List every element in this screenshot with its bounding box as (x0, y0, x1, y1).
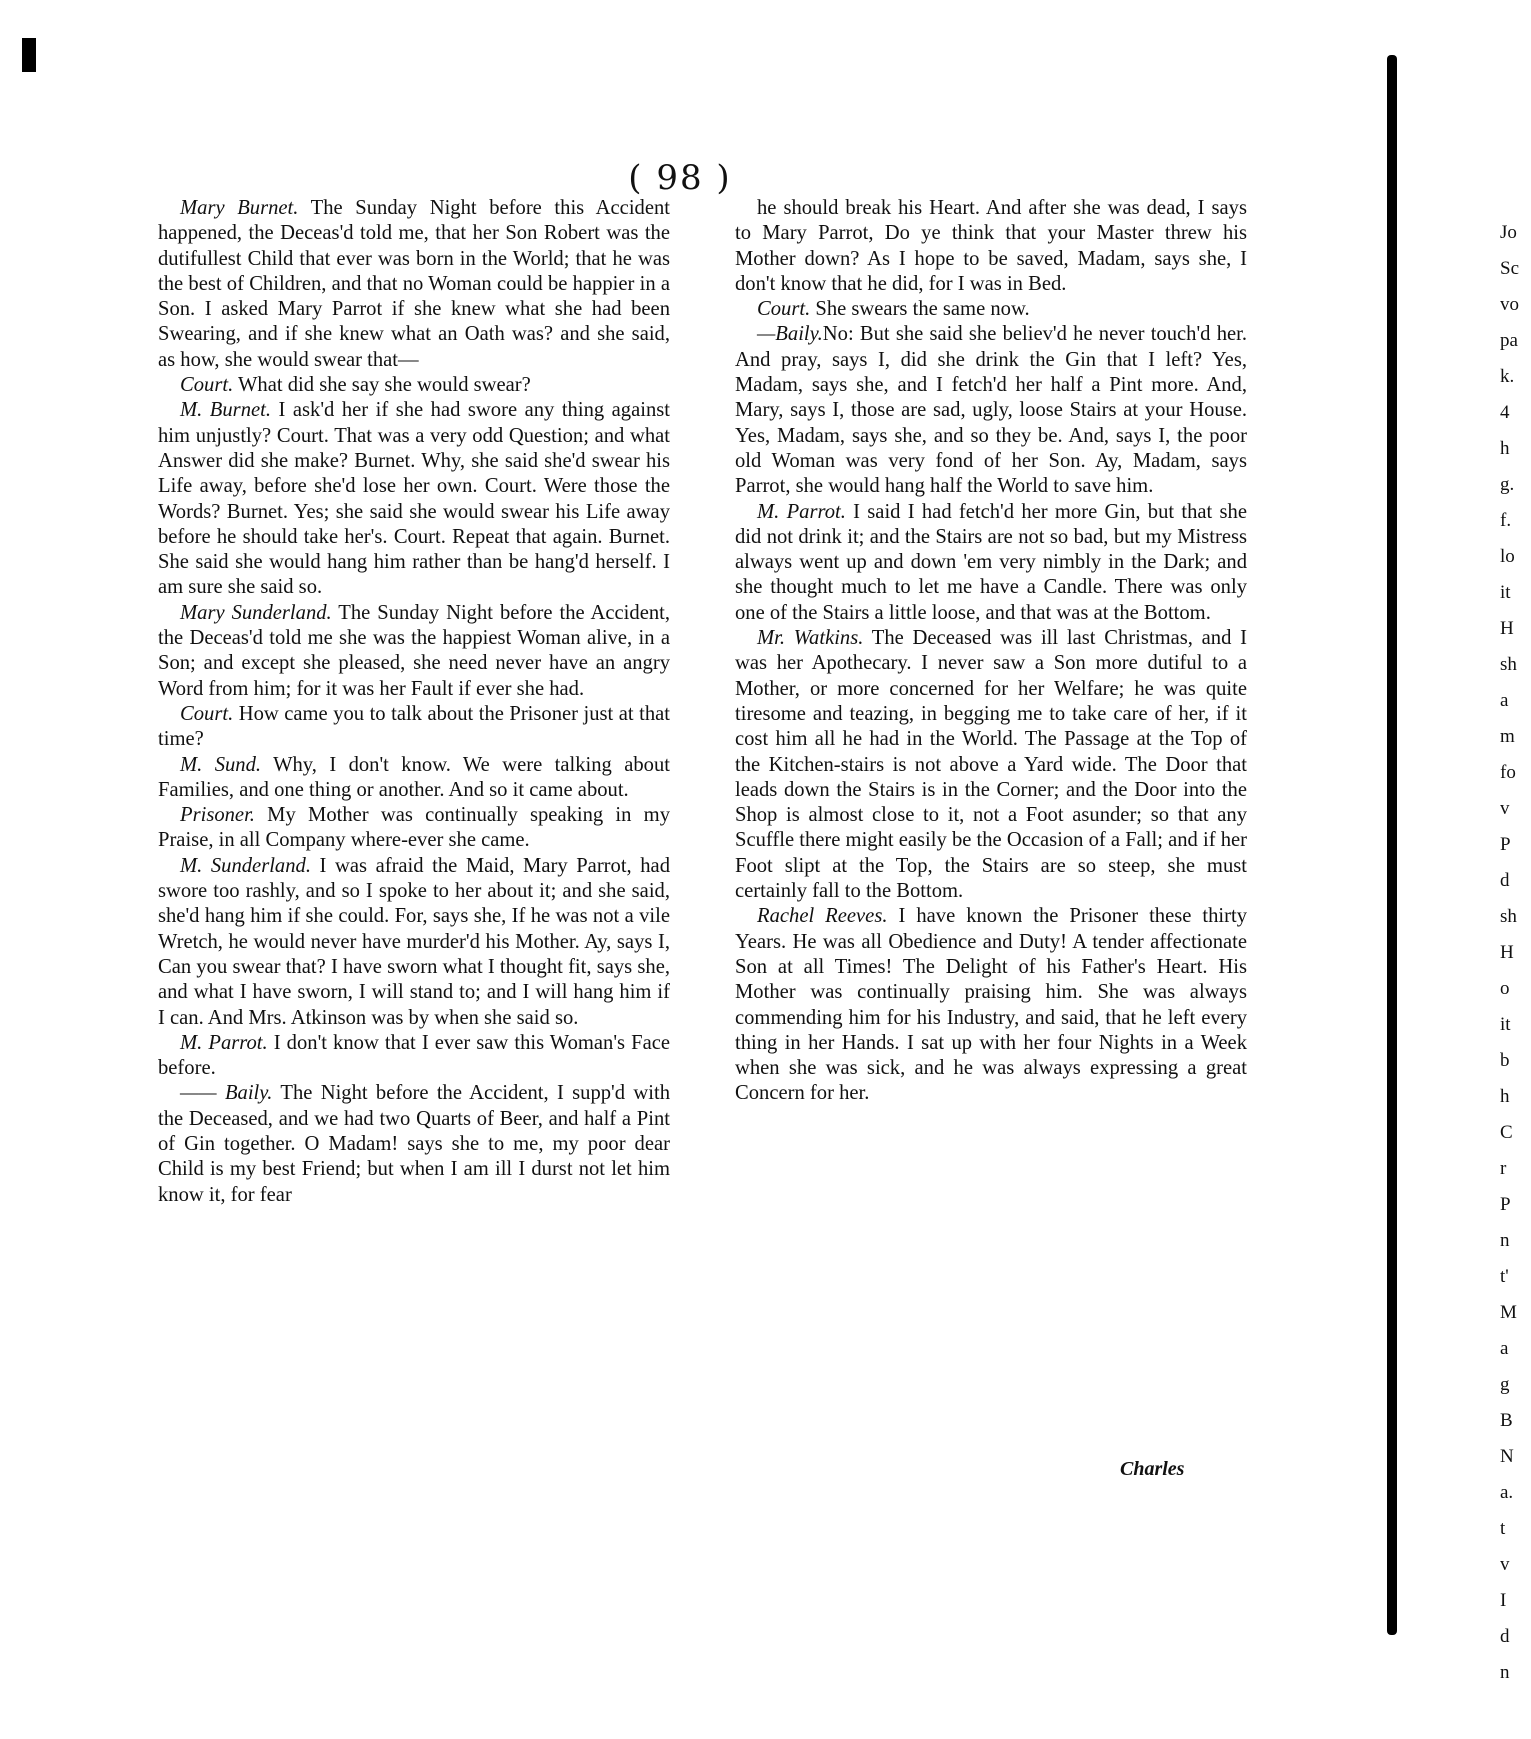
edge-fragment: it (1500, 582, 1511, 603)
edge-fragment: P (1500, 1194, 1511, 1215)
edge-fragment: d (1500, 1626, 1510, 1647)
edge-fragment: fo (1500, 762, 1516, 783)
paragraph (158, 196, 670, 373)
edge-fragment: a. (1500, 1482, 1514, 1503)
edge-fragment: d (1500, 870, 1510, 891)
edge-fragment: 4 (1500, 402, 1510, 423)
paragraph (735, 322, 1247, 499)
edge-fragment: a (1500, 690, 1509, 711)
speaker-name: M. Parrot. (757, 500, 846, 523)
edge-fragment: g. (1500, 474, 1515, 495)
paragraph (158, 753, 670, 804)
gutter-shadow (1387, 55, 1397, 1635)
speaker-name: Mary Sunderland. (180, 601, 332, 624)
testimony-text: The Night before the Accident, I supp'd with the Deceased, and we had two Quarts of Beer, and half a Pint of Gin together. O Madam! says she to me, my poor dear Child is my best Friend; but when I am ill I durst not let him know it, for fear (158, 1082, 670, 1206)
edge-fragment: pa (1500, 330, 1518, 351)
paragraph (158, 854, 670, 1031)
testimony-text: he should break his Heart. And after she was dead, I says to Mary Parrot, Do ye think that your Master threw his Mother down? As I hope to be saved, Madam, says she, I don't know that he did, for I was in Bed. (735, 197, 1247, 295)
paragraph (158, 1081, 670, 1207)
edge-fragment: B (1500, 1410, 1513, 1431)
testimony-text: I ask'd her if she had swore any thing against him unjustly? Court. That was a very odd Question; and what Answer did she make? Burnet. Why, she said she'd swear his Life away, before she'd lose her own. Court. Were those the Words? Burnet. Yes; she said she would swear his Life away before he should take her's. Court. Repeat that again. Burnet. She said she would hang him rather than be hang'd herself. I am sure she said so. (158, 399, 670, 599)
edge-fragment: v (1500, 1554, 1510, 1575)
edge-fragment: H (1500, 942, 1514, 963)
paragraph (158, 1031, 670, 1082)
edge-fragment: o (1500, 978, 1510, 999)
speaker-name: M. Sund. (180, 753, 262, 776)
paragraph (158, 702, 670, 753)
edge-fragment: it (1500, 1014, 1511, 1035)
right-column (735, 196, 1247, 1107)
testimony-text: I was afraid the Maid, Mary Parrot, had swore too rashly, and so I spoke to her about it; and she said, she'd hang him if she could. For, says she, If he was not a vile Wretch, he would never have murder'd his Mother. Ay, says I, Can you swear that? I have sworn what I thought fit, says she, and what I have sworn, I will stand to; and I will hang him if I can. And Mrs. Atkinson was by when she said so. (158, 854, 670, 1029)
testimony-text: I have known the Prisoner these thirty Years. He was all Obedience and Duty! A tender affectionate Son at all Times! The Delight of his Father's Heart. His Mother was continually praising him. She was always commending him for his Industry, and said, that he left every thing in her Hands. I sat up with her four Nights in a Week when she was sick, and he was always expressing a great Concern for her. (735, 905, 1247, 1105)
edge-fragment: t' (1500, 1266, 1509, 1287)
edge-fragment: P (1500, 834, 1511, 855)
edge-fragment: n (1500, 1230, 1510, 1251)
testimony-text: What did she say she would swear? (233, 374, 531, 397)
paragraph (735, 297, 1247, 322)
edge-fragment: I (1500, 1590, 1507, 1611)
testimony-text: Why, I don't know. We were talking about Families, and one thing or another. And so it came about. (158, 753, 670, 801)
testimony-text: The Sunday Night before the Accident, the Deceas'd told me she was the happiest Woman alive, in a Son; and except she pleased, she need never have an angry Word from him; for it was her Fault if ever she had. (158, 601, 671, 700)
testimony-text: The Sunday Night before this Accident happened, the Deceas'd told me, that her Son Robert was the dutifullest Child that ever was born in the World; that he was the best of Children, and that no Woman could be happier in a Son. I asked Mary Parrot if she knew what she had been Swearing, and if she knew what an Oath was? and she said, as how, she would swear that— (158, 197, 670, 371)
edge-fragment: H (1500, 618, 1514, 639)
testimony-text: My Mother was continually speaking in my Praise, in all Company where-ever she came. (158, 804, 670, 852)
speaker-name: M. Parrot. (180, 1031, 268, 1054)
left-column (158, 196, 670, 1208)
speaker-name: Mr. Watkins. (757, 627, 864, 650)
edge-fragment: a (1500, 1338, 1509, 1359)
edge-fragment: h (1500, 1086, 1510, 1107)
edge-fragment: n (1500, 1662, 1510, 1683)
testimony-text: I said I had fetch'd her more Gin, but that she did not drink it; and the Stairs are not so bad, but my Mistress always went up and down 'em very nimbly in the Dark; and she thought much to let me have a Candle. There was only one of the Stairs a little loose, and that was at the Bottom. (735, 500, 1247, 624)
speaker-name: Court. (180, 702, 234, 725)
speaker-name: Rachel Reeves. (757, 905, 888, 928)
speaker-name: M. Sunderland. (180, 854, 311, 877)
page-number: ( 98 ) (628, 158, 732, 198)
next-page-edge-text (1500, 215, 1531, 1691)
edge-fragment: sh (1500, 654, 1517, 675)
testimony-text: I don't know that I ever saw this Woman's Face before. (158, 1031, 671, 1080)
edge-fragment: C (1500, 1122, 1513, 1143)
speaker-name: Court. (757, 298, 811, 321)
paragraph (735, 904, 1247, 1106)
edge-fragment: g (1500, 1374, 1510, 1395)
edge-fragment: f. (1500, 510, 1512, 531)
edge-fragment: sh (1500, 906, 1517, 927)
edge-fragment: v (1500, 798, 1510, 819)
edge-fragment: h (1500, 438, 1510, 459)
paragraph (158, 373, 670, 398)
edge-fragment: N (1500, 1446, 1514, 1467)
catchword: Charles (1120, 1458, 1185, 1480)
testimony-text: She swears the same now. (810, 298, 1030, 321)
edge-fragment: vo (1500, 294, 1519, 315)
edge-fragment: Sc (1500, 258, 1519, 279)
paragraph (158, 601, 670, 702)
speaker-name: Prisoner. (180, 804, 255, 827)
edge-fragment: lo (1500, 546, 1515, 567)
edge-fragment: M (1500, 1302, 1517, 1323)
binding-mark (22, 38, 36, 72)
edge-fragment: Jo (1500, 222, 1517, 243)
speaker-name: —— Baily. (180, 1082, 273, 1105)
speaker-name: —Baily. (757, 323, 823, 346)
speaker-name: Court. (180, 374, 234, 397)
speaker-name: Mary Burnet. (180, 197, 299, 219)
paragraph (735, 196, 1247, 297)
edge-fragment: r (1500, 1158, 1507, 1179)
edge-fragment: m (1500, 726, 1515, 747)
edge-fragment: t (1500, 1518, 1506, 1539)
edge-fragment: b (1500, 1050, 1510, 1071)
speaker-name: M. Burnet. (180, 399, 272, 422)
testimony-text: How came you to talk about the Prisoner just at that time? (158, 702, 670, 751)
testimony-text: The Deceased was ill last Christmas, and I was her Apothecary. I never saw a Son more dutiful to a Mother, or more concerned for her Welfare; he was quite tiresome and teazing, in begging me to take care of her, if it cost him all he had in the World. The Passage at the Top of the Kitchen-stairs is not above a Yard wide. The Door that leads down the Stairs is in the Corner; and the Door into the Shop is almost close to it, not a Foot asunder; so that any Scuffle there might easily be the Occasion of a Fall; and if her Foot slipt at the Top, the Stairs are so steep, she must certainly fall to the Bottom. (735, 627, 1248, 903)
paragraph (735, 500, 1247, 626)
edge-fragment: k. (1500, 366, 1515, 387)
paragraph (158, 398, 670, 600)
testimony-text: No: But she said she believ'd he never touch'd her. And pray, says I, did she drink the Gin that I left? Yes, Madam, says she, and I fetch'd her half a Pint more. And, Mary, says I, those are sad, ugly, loose Stairs at your House. Yes, Madam, says she, and so they be. And, says I, the poor old Woman was very fond of her Son. Ay, Madam, says Parrot, she would hang half the World to save him. (735, 323, 1247, 498)
paragraph (735, 626, 1247, 904)
paragraph (158, 803, 670, 854)
